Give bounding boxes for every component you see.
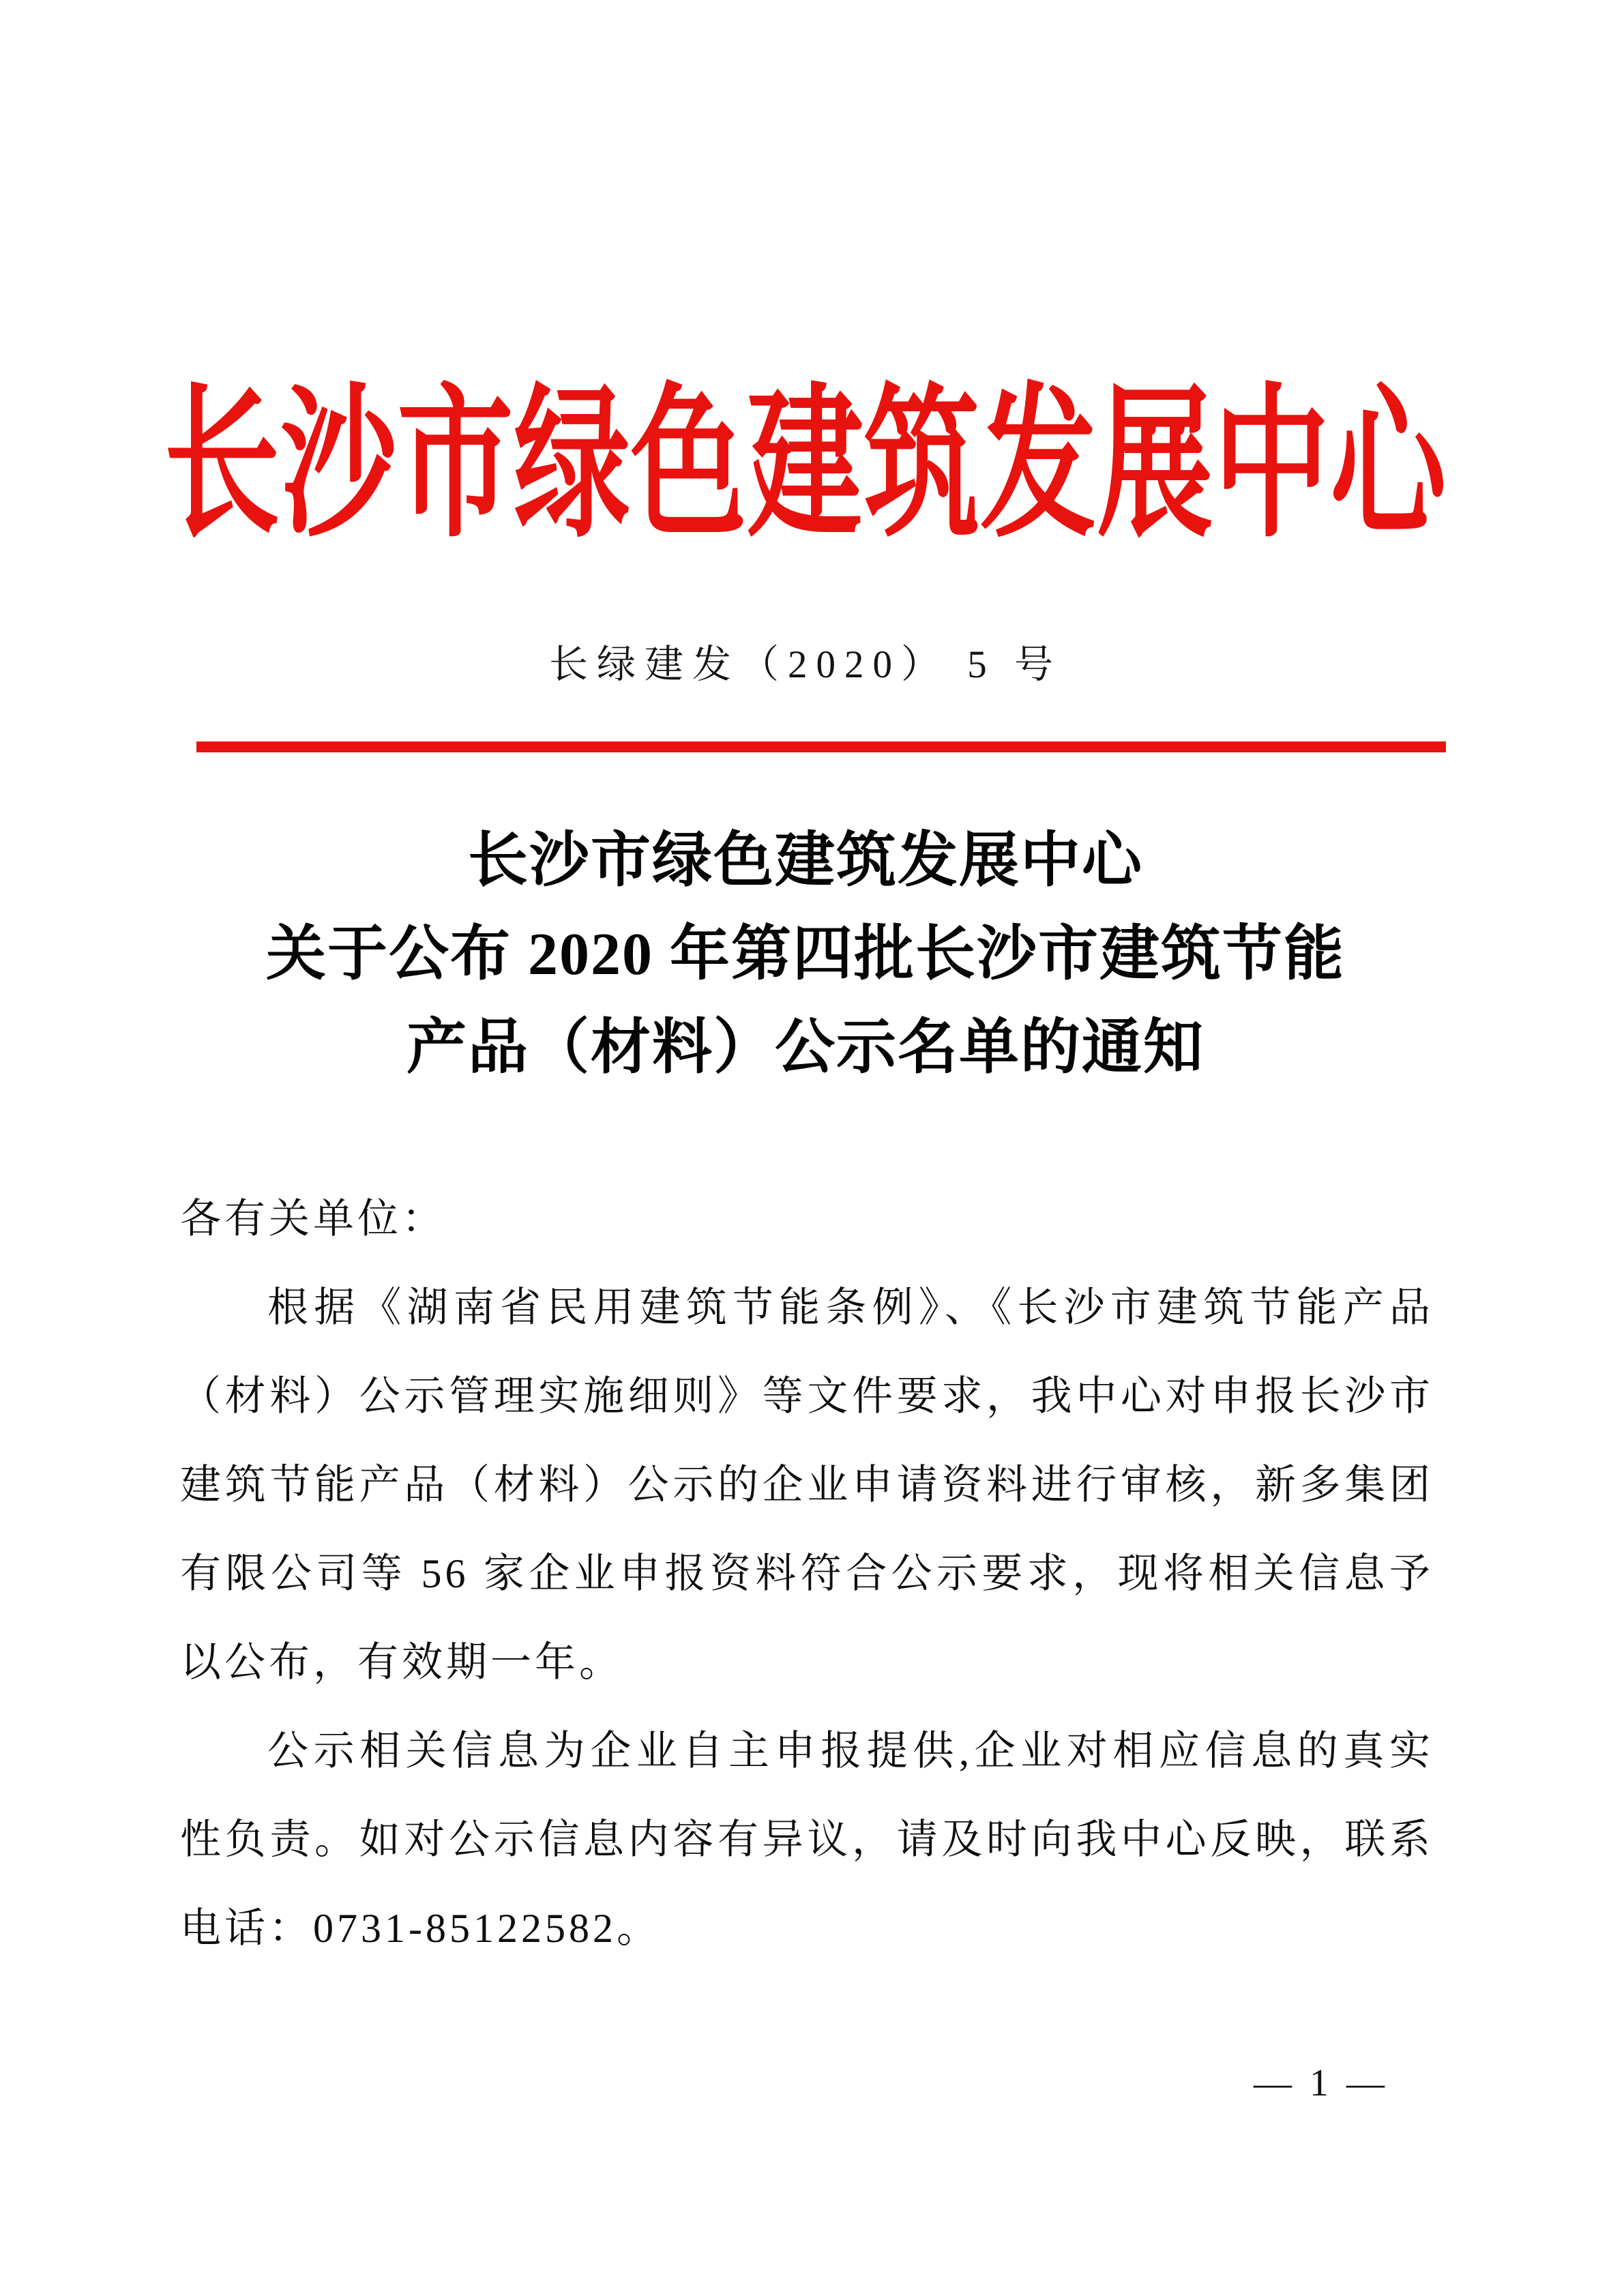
body-line: （材料）公示管理实施细则》等文件要求，我中心对申报长沙市 xyxy=(180,1374,1434,1419)
body-line: 公示相关信息为企业自主申报提供,企业对相应信息的真实 xyxy=(267,1728,1434,1773)
body-line: 以公布，有效期一年。 xyxy=(180,1640,623,1685)
body-line: 性负责。如对公示信息内容有异议，请及时向我中心反映，联系 xyxy=(180,1817,1434,1862)
body-line: 各有关单位： xyxy=(180,1196,446,1241)
page-number: — 1 — xyxy=(1254,2062,1389,2104)
body-text xyxy=(180,1175,1434,1973)
body-line: 电话：0731-85122582。 xyxy=(180,1906,661,1951)
notice-title-line-2: 关于公布 2020 年第四批长沙市建筑节能 xyxy=(265,922,1345,988)
body-line: 建筑节能产品（材料）公示的企业申请资料进行审核，新多集团 xyxy=(180,1462,1434,1507)
notice-title-line-1: 长沙市绿色建筑发展中心 xyxy=(467,828,1143,894)
notice-title-line-3: 产品（材料）公示名单的通知 xyxy=(406,1015,1204,1081)
document-number: 长绿建发（2020） 5 号 xyxy=(549,643,1062,686)
notice-title xyxy=(0,814,1611,1095)
letterhead-title: 长沙市绿色建筑发展中心 xyxy=(164,374,1447,557)
body-line: 根据《湖南省民用建筑节能条例》、《长沙市建筑节能产品 xyxy=(267,1285,1434,1330)
red-divider-line xyxy=(196,741,1446,752)
body-line: 有限公司等 56 家企业申报资料符合公示要求，现将相关信息予 xyxy=(180,1551,1434,1596)
